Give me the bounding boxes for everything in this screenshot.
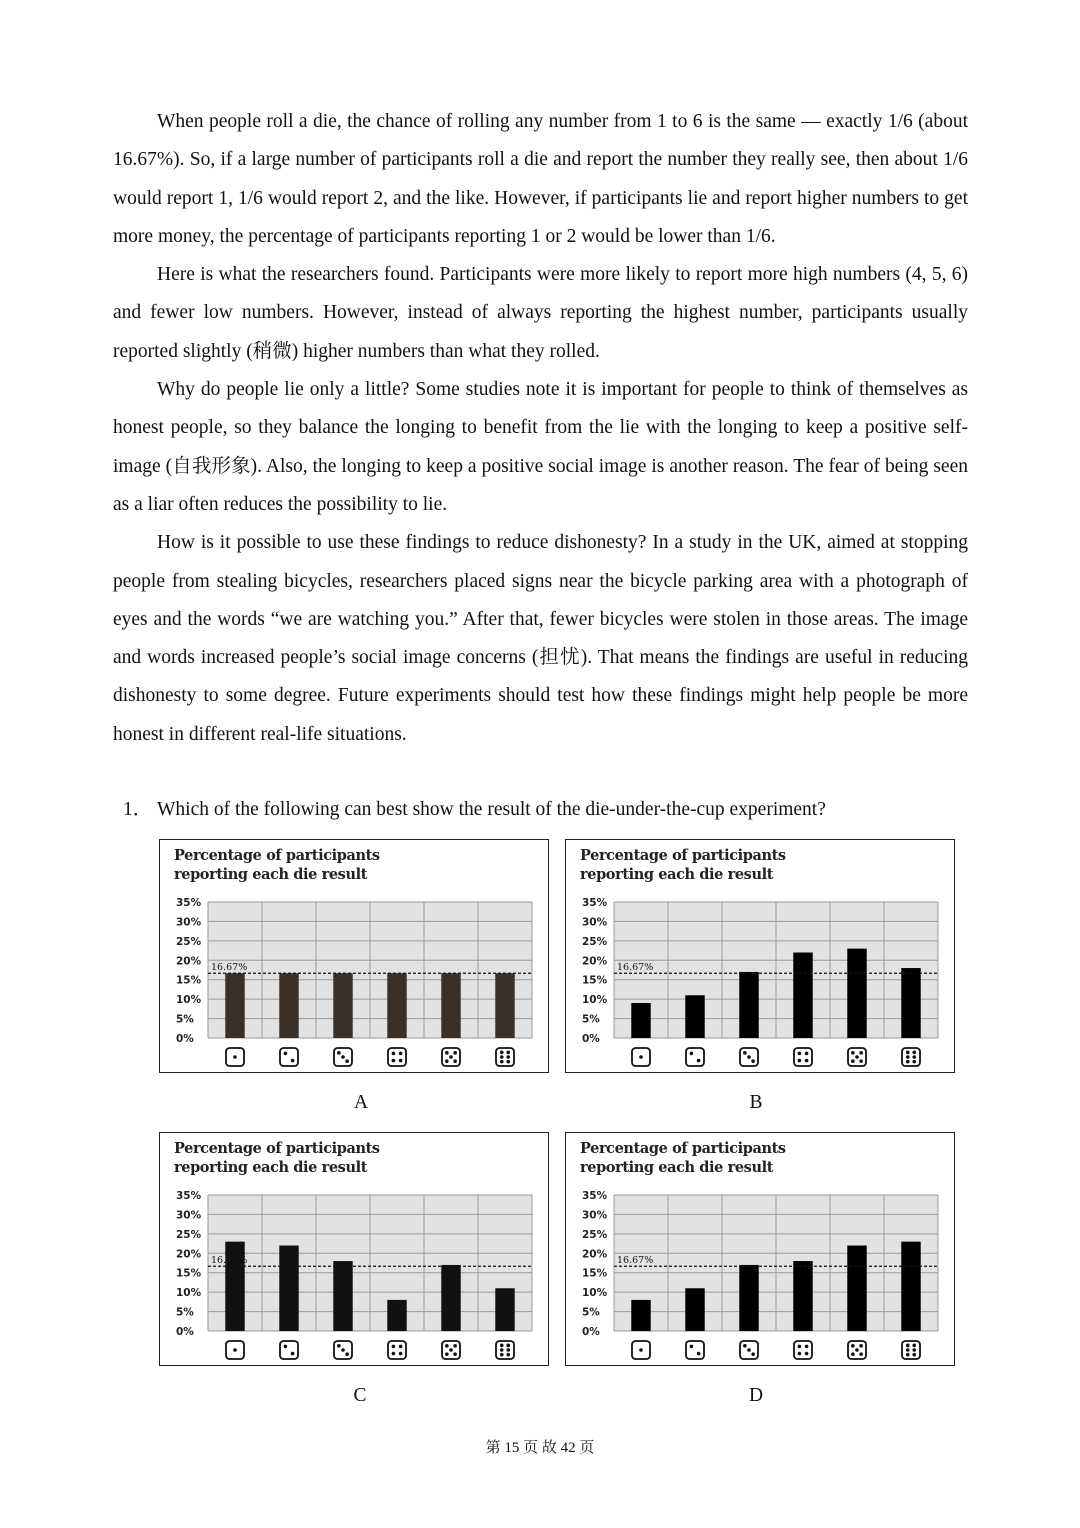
die-pip (506, 1060, 510, 1064)
y-tick-label: 5% (582, 1013, 600, 1026)
die-pip (399, 1345, 403, 1349)
die-face-4-icon (794, 1048, 812, 1066)
die-pip (500, 1348, 504, 1352)
y-tick-label: 30% (582, 916, 608, 929)
die-pip (906, 1055, 910, 1059)
die-pip (805, 1352, 809, 1356)
die-pip (747, 1348, 751, 1352)
y-tick-label: 25% (582, 1228, 608, 1241)
y-tick-label: 25% (176, 935, 202, 948)
die-outline (686, 1341, 704, 1359)
die-face-2-icon (686, 1048, 704, 1066)
bar-chart-svg (566, 1133, 954, 1365)
die-face-6-icon (902, 1048, 920, 1066)
die-face-3-icon (334, 1048, 352, 1066)
paragraph-2: Here is what the researchers found. Participants were more likely to report more high numbers (4, 5, 6) and fewer low numbers. However, instead of always reporting the highest number, participants usually reported slightly (稍微) higher numbers than what they rolled. (113, 264, 968, 362)
die-pip (445, 1059, 449, 1063)
die-pip (743, 1344, 747, 1348)
die-pip (697, 1059, 701, 1063)
bar-5 (847, 1246, 866, 1331)
reference-label: 16.67% (211, 1255, 248, 1267)
die-pip (291, 1059, 295, 1063)
die-pip (912, 1353, 916, 1357)
die-pip (337, 1344, 341, 1348)
die-outline (794, 1048, 812, 1066)
y-tick-label: 35% (582, 1190, 608, 1202)
question-number: 1． (123, 799, 153, 820)
question-1 (123, 791, 826, 829)
die-pip (449, 1055, 453, 1059)
y-tick-label: 10% (582, 1287, 608, 1300)
option-label-b[interactable]: B (749, 1092, 763, 1113)
die-pip (906, 1353, 910, 1357)
die-outline (496, 1048, 514, 1066)
die-face-5-icon (442, 1048, 460, 1066)
y-tick-label: 20% (176, 955, 202, 968)
die-pip (500, 1051, 504, 1055)
die-pip (851, 1059, 855, 1063)
y-tick-label: 10% (176, 1287, 202, 1300)
bar-5 (441, 1265, 460, 1331)
bar-6 (901, 1242, 920, 1331)
die-face-6-icon (496, 1341, 514, 1359)
die-pip (859, 1344, 863, 1348)
chart-option-d[interactable] (565, 1132, 955, 1366)
die-pip (337, 1051, 341, 1055)
chart-title: Percentage of participants reporting each die result (580, 847, 786, 883)
die-pip (690, 1345, 694, 1349)
die-pip (859, 1051, 863, 1055)
die-pip (500, 1060, 504, 1064)
die-pip (751, 1059, 755, 1063)
die-pip (747, 1055, 751, 1059)
bar-6 (901, 968, 920, 1038)
y-tick-label: 20% (582, 955, 608, 968)
y-tick-label: 35% (176, 1190, 202, 1202)
die-pip (341, 1348, 345, 1352)
y-tick-label: 15% (582, 974, 608, 987)
y-tick-label: 5% (582, 1306, 600, 1319)
y-tick-label: 30% (582, 1209, 608, 1222)
y-tick-label: 35% (176, 897, 202, 909)
die-face-2-icon (280, 1048, 298, 1066)
option-label-c[interactable]: C (353, 1385, 367, 1406)
y-tick-label: 0% (582, 1033, 600, 1045)
die-pip (697, 1352, 701, 1356)
reference-label: 16.67% (211, 962, 248, 974)
die-pip (392, 1345, 396, 1349)
die-pip (399, 1052, 403, 1056)
y-tick-label: 0% (582, 1326, 600, 1338)
die-pip (392, 1052, 396, 1056)
die-pip (906, 1344, 910, 1348)
die-face-5-icon (848, 1048, 866, 1066)
die-pip (506, 1348, 510, 1352)
die-pip (392, 1059, 396, 1063)
die-face-5-icon (442, 1341, 460, 1359)
die-pip (751, 1352, 755, 1356)
die-outline (496, 1341, 514, 1359)
die-face-6-icon (902, 1341, 920, 1359)
y-tick-label: 30% (176, 1209, 202, 1222)
die-pip (859, 1059, 863, 1063)
die-face-5-icon (848, 1341, 866, 1359)
die-pip (345, 1059, 349, 1063)
die-pip (851, 1344, 855, 1348)
die-pip (912, 1055, 916, 1059)
y-tick-label: 10% (176, 994, 202, 1007)
die-pip (399, 1059, 403, 1063)
bar-chart-svg (566, 840, 954, 1072)
die-pip (690, 1052, 694, 1056)
question-text: Which of the following can best show the result of the die-under-the-cup experiment? (157, 799, 826, 820)
y-tick-label: 5% (176, 1306, 194, 1319)
die-pip (453, 1344, 457, 1348)
chart-title: Percentage of participants reporting each die result (580, 1140, 786, 1176)
bar-3 (333, 973, 352, 1038)
bar-2 (685, 1288, 704, 1331)
reference-label: 16.67% (617, 962, 654, 974)
die-pip (500, 1055, 504, 1059)
die-pip (506, 1344, 510, 1348)
chart-option-b[interactable] (565, 839, 955, 1073)
die-pip (284, 1345, 288, 1349)
die-pip (449, 1348, 453, 1352)
bar-1 (225, 973, 244, 1038)
die-face-3-icon (740, 1048, 758, 1066)
die-pip (500, 1353, 504, 1357)
paragraph-4: How is it possible to use these findings to reduce dishonesty? In a study in the UK, aimed at stopping people from stealing bicycles, researchers placed signs near the bicycle parking area with a photograph of eyes and the words “we are watching you.” After that, fewer bicycles were stolen in those areas. The image and words increased people’s social image concerns (担忧). That means the findings are useful in reducing dishonesty to some degree. Future experiments should test how these findings might help people be more honest in different real-life situations. (113, 532, 968, 745)
y-tick-label: 10% (582, 994, 608, 1007)
die-pip (805, 1052, 809, 1056)
bar-3 (739, 1265, 758, 1331)
die-face-2-icon (686, 1341, 704, 1359)
die-pip (798, 1052, 802, 1056)
die-pip (445, 1352, 449, 1356)
y-tick-label: 15% (582, 1267, 608, 1280)
option-label-a[interactable]: A (353, 1092, 369, 1113)
bar-2 (279, 973, 298, 1038)
die-pip (805, 1345, 809, 1349)
y-tick-label: 30% (176, 916, 202, 929)
die-pip (798, 1352, 802, 1356)
die-pip (392, 1352, 396, 1356)
y-tick-label: 5% (176, 1013, 194, 1026)
die-outline (902, 1048, 920, 1066)
die-pip (859, 1352, 863, 1356)
chart-title: Percentage of participants reporting each die result (174, 847, 380, 883)
die-outline (794, 1341, 812, 1359)
die-face-2-icon (280, 1341, 298, 1359)
y-tick-label: 0% (176, 1033, 194, 1045)
bar-4 (387, 1300, 406, 1331)
die-face-1-icon (226, 1341, 244, 1359)
die-face-1-icon (226, 1048, 244, 1066)
die-pip (506, 1353, 510, 1357)
die-pip (233, 1055, 237, 1059)
die-pip (855, 1055, 859, 1059)
option-label-d[interactable]: D (748, 1385, 764, 1406)
die-pip (506, 1051, 510, 1055)
die-pip (399, 1352, 403, 1356)
die-pip (912, 1051, 916, 1055)
die-pip (912, 1344, 916, 1348)
die-pip (345, 1352, 349, 1356)
die-pip (639, 1055, 643, 1059)
bar-chart-svg (160, 840, 548, 1072)
paragraph-3: Why do people lie only a little? Some studies note it is important for people to think of themselves as honest people, so they balance the longing to benefit from the lie with the longing to keep a positive self-image (自我形象). Also, the longing to keep a positive social image is another reason. The fear of being seen as a liar often reduces the possibility to lie. (113, 379, 968, 515)
die-outline (388, 1341, 406, 1359)
y-tick-label: 15% (176, 1267, 202, 1280)
bar-3 (739, 972, 758, 1038)
die-pip (906, 1060, 910, 1064)
bar-6 (495, 1288, 514, 1331)
bar-4 (387, 973, 406, 1038)
passage-text (113, 103, 968, 754)
y-tick-label: 20% (582, 1248, 608, 1261)
die-pip (453, 1051, 457, 1055)
die-pip (805, 1059, 809, 1063)
paragraph-1: When people roll a die, the chance of rolling any number from 1 to 6 is the same — exactly 1/6 (about 16.67%). So, if a large number of participants roll a die and report the number they really see, then about 1/6 would report 1, 1/6 would report 2, and the like. However, if participants lie and report higher numbers to get more money, the percentage of participants reporting 1 or 2 would be lower than 1/6. (113, 111, 968, 247)
bar-1 (631, 1003, 650, 1038)
y-tick-label: 20% (176, 1248, 202, 1261)
die-pip (851, 1051, 855, 1055)
y-tick-label: 25% (582, 935, 608, 948)
die-face-3-icon (334, 1341, 352, 1359)
bar-3 (333, 1261, 352, 1331)
die-pip (453, 1059, 457, 1063)
bar-2 (685, 995, 704, 1038)
die-outline (686, 1048, 704, 1066)
die-face-4-icon (388, 1048, 406, 1066)
page-footer: 第 15 页 故 42 页 (485, 1440, 595, 1456)
bar-chart-svg (160, 1133, 548, 1365)
die-pip (851, 1352, 855, 1356)
die-pip (906, 1348, 910, 1352)
die-pip (855, 1348, 859, 1352)
die-pip (912, 1348, 916, 1352)
chart-option-a[interactable] (159, 839, 549, 1073)
chart-option-c[interactable] (159, 1132, 549, 1366)
reference-label: 16.67% (617, 1255, 654, 1267)
die-outline (280, 1341, 298, 1359)
bar-5 (847, 949, 866, 1038)
die-outline (280, 1048, 298, 1066)
die-pip (912, 1060, 916, 1064)
bar-6 (495, 973, 514, 1038)
die-face-4-icon (794, 1341, 812, 1359)
die-pip (445, 1051, 449, 1055)
chart-title: Percentage of participants reporting each die result (174, 1140, 380, 1176)
die-pip (341, 1055, 345, 1059)
die-face-4-icon (388, 1341, 406, 1359)
bar-1 (631, 1300, 650, 1331)
die-pip (506, 1055, 510, 1059)
y-tick-label: 25% (176, 1228, 202, 1241)
die-pip (906, 1051, 910, 1055)
bar-2 (279, 1246, 298, 1331)
die-face-6-icon (496, 1048, 514, 1066)
die-pip (743, 1051, 747, 1055)
bar-4 (793, 953, 812, 1038)
bar-4 (793, 1261, 812, 1331)
die-pip (798, 1345, 802, 1349)
die-pip (500, 1344, 504, 1348)
die-pip (639, 1348, 643, 1352)
die-pip (453, 1352, 457, 1356)
y-tick-label: 15% (176, 974, 202, 987)
bar-5 (441, 973, 460, 1038)
die-outline (902, 1341, 920, 1359)
die-face-1-icon (632, 1048, 650, 1066)
die-pip (445, 1344, 449, 1348)
die-pip (798, 1059, 802, 1063)
y-tick-label: 35% (582, 897, 608, 909)
die-face-3-icon (740, 1341, 758, 1359)
die-pip (233, 1348, 237, 1352)
die-pip (284, 1052, 288, 1056)
die-face-1-icon (632, 1341, 650, 1359)
die-outline (388, 1048, 406, 1066)
die-pip (291, 1352, 295, 1356)
y-tick-label: 0% (176, 1326, 194, 1338)
